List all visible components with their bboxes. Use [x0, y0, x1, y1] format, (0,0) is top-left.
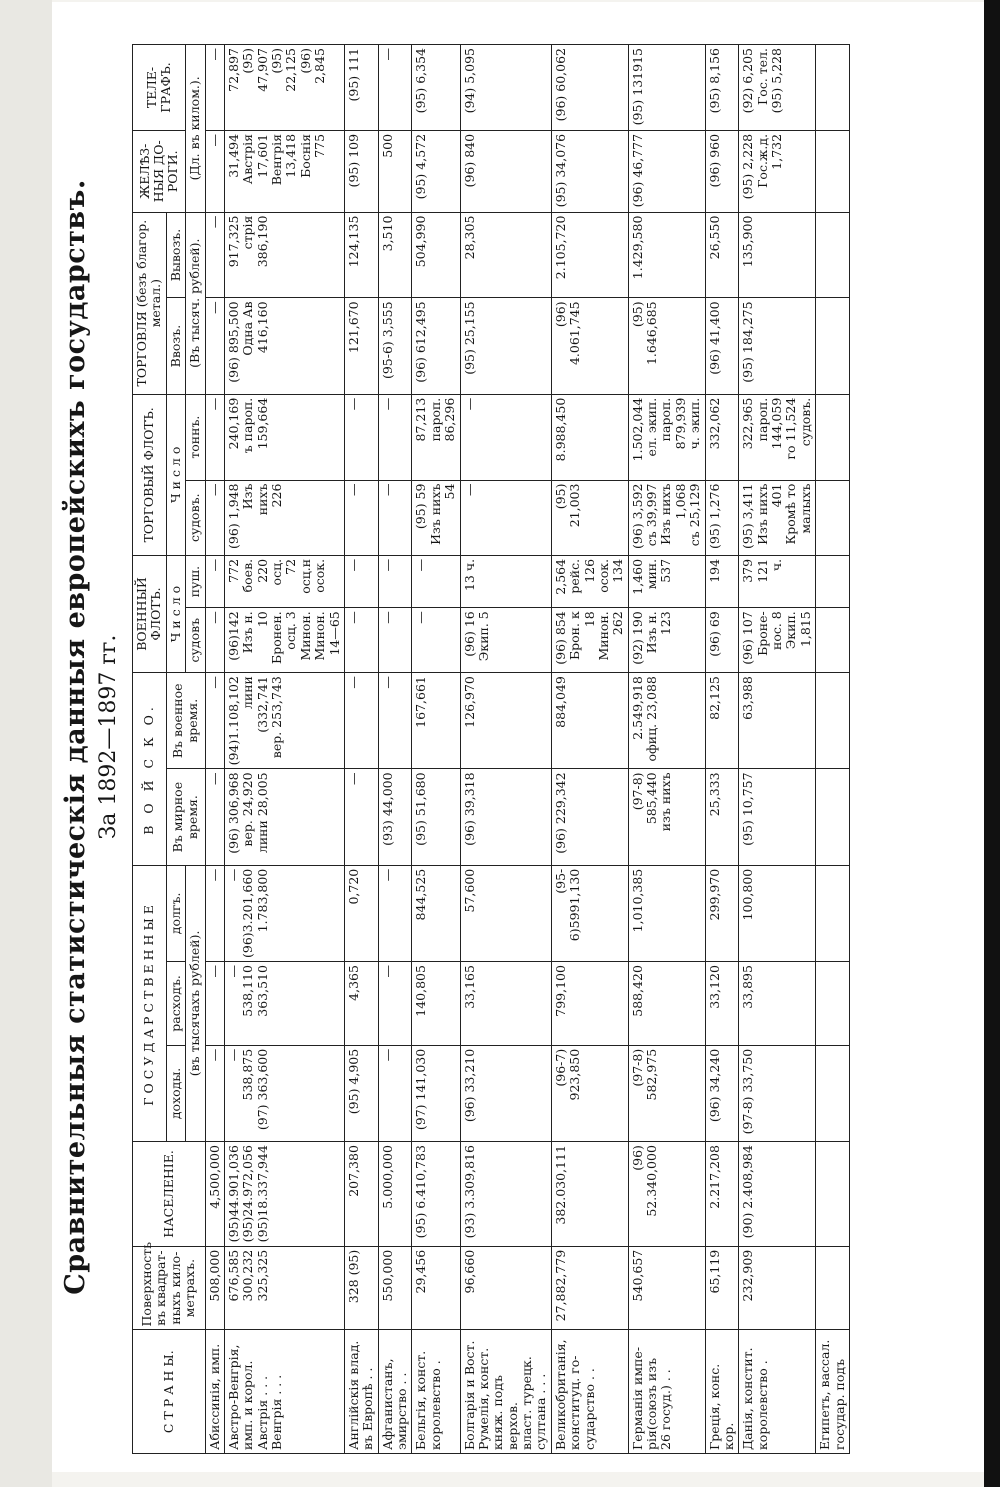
- cell-merchant-ships: —: [205, 480, 224, 555]
- header-merchant-count: Ч и с л о: [166, 394, 185, 555]
- cell-telegraph: 72,897 (95) 47,907 (95) 22,125 (96) 2,845: [224, 45, 344, 131]
- header-navy-count: Ч и с л о: [166, 555, 185, 672]
- cell-country: Великобританія, конституц. го- сударство . .: [551, 1330, 628, 1454]
- cell-navy-guns: —: [205, 555, 224, 607]
- cell-navy-ships: (96) 16 Экип. 5: [460, 608, 551, 673]
- table-row: [551, 45, 628, 1454]
- cell-rail: (96) 960: [705, 130, 739, 212]
- cell-debt: 844,525: [412, 865, 460, 961]
- table-row: [460, 45, 551, 1454]
- cell-import: [816, 298, 850, 394]
- cell-navy-ships: (96) 854 Брон. к 18 Минон. 262: [551, 608, 628, 673]
- cell-merchant-tons: 87,213 пароп. 86,296: [412, 394, 460, 480]
- header-population: НАСЕЛЕНІЕ.: [133, 1142, 206, 1247]
- cell-army-war: 63,988: [739, 673, 816, 769]
- cell-navy-guns: 13 ч.: [460, 555, 551, 607]
- cell-export: 3,510: [378, 212, 412, 298]
- cell-debt: 100,800: [739, 865, 816, 961]
- header-debt: долгъ.: [166, 865, 185, 961]
- cell-telegraph: (92) 6,205 Гос. тел. (95) 5,228: [739, 45, 816, 131]
- header-army-war: Въ военное время.: [166, 673, 205, 769]
- header-rail: ЖЕЛѢЗ-НЫЯ ДО-РОГИ.: [133, 130, 186, 212]
- cell-area: [816, 1246, 850, 1330]
- cell-merchant-ships: (96) 3,592 съ 39,997 Изъ нихъ 1,068 съ 25,129: [628, 480, 705, 555]
- cell-export: 26,550: [705, 212, 739, 298]
- cell-navy-guns: 772 боев. 220 осц. 72 осц.н осок.: [224, 555, 344, 607]
- cell-population: (93) 3.309,816: [460, 1142, 551, 1247]
- cell-area: 232,909: [739, 1246, 816, 1330]
- cell-merchant-tons: 1.502,044 ел. экип. пароп. 879,939 ч. экип.: [628, 394, 705, 480]
- cell-debt: 57,600: [460, 865, 551, 961]
- cell-merchant-ships: (95) 21,003: [551, 480, 628, 555]
- cell-expense: —: [205, 962, 224, 1046]
- table-row: [816, 45, 850, 1454]
- header-expense: расходъ.: [166, 962, 185, 1046]
- cell-rail: [816, 130, 850, 212]
- cell-revenue: —: [205, 1045, 224, 1141]
- cell-country: Афганистанъ, эмирство . .: [378, 1330, 412, 1454]
- cell-merchant-ships: (95) 59 Изъ нихъ 54: [412, 480, 460, 555]
- cell-navy-ships: (92) 190 Изъ н. 123: [628, 608, 705, 673]
- header-merchant-tons: тоннъ.: [186, 394, 205, 480]
- cell-navy-guns: —: [412, 555, 460, 607]
- left-margin: [0, 0, 52, 1487]
- cell-navy-ships: —: [205, 608, 224, 673]
- cell-rail: —: [205, 130, 224, 212]
- cell-import: (96) 4.061,745: [551, 298, 628, 394]
- cell-area: 508,000: [205, 1246, 224, 1330]
- cell-merchant-ships: —: [344, 480, 378, 555]
- cell-navy-guns: —: [378, 555, 412, 607]
- cell-export: —: [205, 212, 224, 298]
- cell-export: 917,325 стрія 386,190: [224, 212, 344, 298]
- cell-revenue: (96) 33,210: [460, 1045, 551, 1141]
- cell-telegraph: (96) 60,062: [551, 45, 628, 131]
- cell-army-peace: 25,333: [705, 769, 739, 865]
- cell-army-war: —: [344, 673, 378, 769]
- header-finance-unit: (въ тысячахъ рублей).: [186, 865, 205, 1141]
- cell-expense: 33,120: [705, 962, 739, 1046]
- cell-country: Англійскія влад. въ Европѣ . .: [344, 1330, 378, 1454]
- cell-export: [816, 212, 850, 298]
- statistics-table: [132, 44, 850, 1454]
- document-title: Сравнительныя статистическія данныя европейскихъ государствъ.: [60, 179, 91, 1295]
- cell-navy-guns: 194: [705, 555, 739, 607]
- cell-area: 550,000: [378, 1246, 412, 1330]
- document-period: За 1892—1897 гг.: [96, 634, 121, 840]
- cell-debt: 1,010,385: [628, 865, 705, 961]
- cell-merchant-tons: —: [344, 394, 378, 480]
- cell-population: (95) 6.410,783: [412, 1142, 460, 1247]
- cell-army-peace: [816, 769, 850, 865]
- header-telegraph: ТЕЛЕ-ГРАФЪ.: [133, 45, 186, 131]
- cell-army-war: 2.549,918 офиц. 23,088: [628, 673, 705, 769]
- cell-rail: (96) 840: [460, 130, 551, 212]
- cell-merchant-tons: —: [205, 394, 224, 480]
- header-navy-ships: судовъ: [186, 608, 205, 673]
- cell-rail: (96) 46,777: [628, 130, 705, 212]
- header-revenue: доходы.: [166, 1045, 185, 1141]
- right-scan-edge: [984, 0, 1000, 1487]
- cell-telegraph: —: [205, 45, 224, 131]
- cell-merchant-ships: [816, 480, 850, 555]
- cell-telegraph: (95) 6,354: [412, 45, 460, 131]
- header-army: В О Й С К О.: [133, 673, 167, 866]
- cell-army-peace: (96) 229,342: [551, 769, 628, 865]
- cell-revenue: (96-7) 923,850: [551, 1045, 628, 1141]
- cell-area: 540,657: [628, 1246, 705, 1330]
- cell-merchant-tons: —: [378, 394, 412, 480]
- cell-import: (95) 1.646,685: [628, 298, 705, 394]
- cell-merchant-ships: (95) 1,276: [705, 480, 739, 555]
- cell-telegraph: [816, 45, 850, 131]
- header-merchant-ships: судовъ.: [186, 480, 205, 555]
- cell-debt: [816, 865, 850, 961]
- cell-country: Абиссинія, имп.: [205, 1330, 224, 1454]
- cell-army-peace: (93) 44,000: [378, 769, 412, 865]
- cell-navy-ships: —: [344, 608, 378, 673]
- cell-army-peace: —: [205, 769, 224, 865]
- table-row: [378, 45, 412, 1454]
- cell-army-war: —: [378, 673, 412, 769]
- cell-revenue: (96) 34,240: [705, 1045, 739, 1141]
- table-row: [224, 45, 344, 1454]
- cell-import: (96) 41,400: [705, 298, 739, 394]
- table-row: [705, 45, 739, 1454]
- cell-army-peace: (95) 51,680: [412, 769, 460, 865]
- cell-export: 504,990: [412, 212, 460, 298]
- cell-army-peace: (97-8) 585,440 изъ нихъ: [628, 769, 705, 865]
- cell-import: (95-6) 3,555: [378, 298, 412, 394]
- cell-revenue: (97-8) 33,750: [739, 1045, 816, 1141]
- cell-army-war: 167,661: [412, 673, 460, 769]
- cell-army-war: (94)1.108,102 лини (332,741 вер. 253,743: [224, 673, 344, 769]
- cell-import: (95) 25,155: [460, 298, 551, 394]
- cell-army-war: [816, 673, 850, 769]
- cell-population: 207,380: [344, 1142, 378, 1247]
- cell-debt: 0,720: [344, 865, 378, 961]
- cell-debt: —: [378, 865, 412, 961]
- cell-debt: — (96)3.201,660 1.783,800: [224, 865, 344, 961]
- cell-merchant-tons: 8.988,450: [551, 394, 628, 480]
- cell-import: —: [205, 298, 224, 394]
- cell-expense: 799,100: [551, 962, 628, 1046]
- cell-navy-ships: —: [378, 608, 412, 673]
- header-finances: ГОСУДАРСТВЕННЫЕ: [133, 865, 167, 1141]
- cell-merchant-tons: 322,965 пароп. 144,059 го 11,524 судовъ.: [739, 394, 816, 480]
- cell-area: 29,456: [412, 1246, 460, 1330]
- cell-export: 135,900: [739, 212, 816, 298]
- cell-revenue: —: [378, 1045, 412, 1141]
- cell-merchant-ships: —: [378, 480, 412, 555]
- header-navy-guns: пуш.: [186, 555, 205, 607]
- cell-navy-ships: (96) 107 Броне- нос. 8 Экип. 1,815: [739, 608, 816, 673]
- cell-merchant-tons: 240,169 ъ пароп. 159,664: [224, 394, 344, 480]
- cell-merchant-tons: —: [460, 394, 551, 480]
- cell-revenue: (97-8) 582,975: [628, 1045, 705, 1141]
- rotated-table-sheet: [52, 2, 984, 1472]
- header-trade: ТОРГОВЛЯ (безъ благор. метал.): [133, 212, 167, 394]
- cell-navy-guns: 2,564 рейс. 126 осок. 134: [551, 555, 628, 607]
- cell-rail: (95) 2,228 Гос.ж.д. 1,732: [739, 130, 816, 212]
- header-area: Поверхность въ квадрат-ныхъ кило-метрахъ.: [133, 1246, 206, 1330]
- cell-expense: 588,420: [628, 962, 705, 1046]
- cell-country: Австро-Венгрія, имп. и корол. Австрія . . . Венгрія . . .: [224, 1330, 344, 1454]
- cell-navy-guns: [816, 555, 850, 607]
- cell-army-war: —: [205, 673, 224, 769]
- cell-debt: —: [205, 865, 224, 961]
- cell-army-war: 884,049: [551, 673, 628, 769]
- cell-expense: 4,365: [344, 962, 378, 1046]
- cell-army-war: 126,970: [460, 673, 551, 769]
- cell-revenue: — 538,875 (97) 363,600: [224, 1045, 344, 1141]
- cell-revenue: [816, 1045, 850, 1141]
- cell-navy-ships: (96) 69: [705, 608, 739, 673]
- cell-country: Греція, конс. кор.: [705, 1330, 739, 1454]
- cell-export: 28,305: [460, 212, 551, 298]
- cell-export: 124,135: [344, 212, 378, 298]
- cell-population: [816, 1142, 850, 1247]
- cell-revenue: (97) 141,030: [412, 1045, 460, 1141]
- cell-expense: 140,805: [412, 962, 460, 1046]
- cell-army-peace: —: [344, 769, 378, 865]
- cell-expense: — 538,110 363,510: [224, 962, 344, 1046]
- cell-country: Данія, констит. королевство .: [739, 1330, 816, 1454]
- cell-debt: (95-6)5991,130: [551, 865, 628, 961]
- cell-debt: 299,970: [705, 865, 739, 961]
- cell-expense: 33,165: [460, 962, 551, 1046]
- cell-country: Германія импе- рія(союзъ изъ 26 госуд.) . .: [628, 1330, 705, 1454]
- cell-rail: (95) 34,076: [551, 130, 628, 212]
- cell-country: Болгарія и Вост. Румелія, конст. княж. подъ верхов. власт. турецк. султана . . .: [460, 1330, 551, 1454]
- cell-population: (90) 2.408,984: [739, 1142, 816, 1247]
- cell-army-peace: (96) 306,968 вер. 24,920 лини 28,005: [224, 769, 344, 865]
- header-trade-unit: (Въ тысяч. рублей).: [186, 212, 205, 394]
- cell-revenue: (95) 4,905: [344, 1045, 378, 1141]
- cell-population: 2.217,208: [705, 1142, 739, 1247]
- cell-rail: (95) 109: [344, 130, 378, 212]
- table-row: [344, 45, 378, 1454]
- cell-rail: (95) 4,572: [412, 130, 460, 212]
- cell-area: 328 (95): [344, 1246, 378, 1330]
- cell-rail: 31,494 Австрія 17,601 Венгрія 13,418 Боснія 775: [224, 130, 344, 212]
- table-row: [412, 45, 460, 1454]
- cell-rail: 500: [378, 130, 412, 212]
- cell-population: 5.000,000: [378, 1142, 412, 1247]
- cell-army-peace: (95) 10,757: [739, 769, 816, 865]
- header-length-unit: (Дл. въ килом.).: [186, 45, 205, 213]
- cell-merchant-ships: (95) 3,411 Изъ нихъ 401 Кромѣ то малыхъ: [739, 480, 816, 555]
- table-row: [739, 45, 816, 1454]
- cell-telegraph: (95) 131915: [628, 45, 705, 131]
- cell-import: (96) 895,500 Одна Ав 416,160: [224, 298, 344, 394]
- cell-navy-guns: 379 121 ч.: [739, 555, 816, 607]
- cell-merchant-tons: 332,062: [705, 394, 739, 480]
- cell-country: Египетъ, вассал. государ. подъ: [816, 1330, 850, 1454]
- cell-area: 27,882,779: [551, 1246, 628, 1330]
- cell-population: (95)44.901,036 (95)24.972,056 (95)18.337,944: [224, 1142, 344, 1247]
- cell-export: 2.105,720: [551, 212, 628, 298]
- cell-import: (96) 612,495: [412, 298, 460, 394]
- cell-export: 1.429,580: [628, 212, 705, 298]
- cell-area: 676,585 300,232 325,325: [224, 1246, 344, 1330]
- cell-navy-ships: —: [412, 608, 460, 673]
- cell-area: 65,119: [705, 1246, 739, 1330]
- cell-telegraph: —: [378, 45, 412, 131]
- cell-telegraph: (95) 111: [344, 45, 378, 131]
- header-navy: ВОЕННЫЙ ФЛОТЪ.: [133, 555, 167, 672]
- cell-navy-ships: [816, 608, 850, 673]
- cell-army-peace: (96) 39,318: [460, 769, 551, 865]
- cell-expense: [816, 962, 850, 1046]
- cell-population: (96) 52.340,000: [628, 1142, 705, 1247]
- cell-merchant-ships: (96) 1,948 Изъ нихъ 226: [224, 480, 344, 555]
- cell-navy-guns: 1,460 мин. 537: [628, 555, 705, 607]
- cell-merchant-tons: [816, 394, 850, 480]
- cell-expense: —: [378, 962, 412, 1046]
- table-row: [628, 45, 705, 1454]
- cell-navy-guns: —: [344, 555, 378, 607]
- cell-telegraph: (94) 5,095: [460, 45, 551, 131]
- cell-population: 4,500,000: [205, 1142, 224, 1247]
- cell-area: 96,660: [460, 1246, 551, 1330]
- header-army-peace: Въ мирное время.: [166, 769, 205, 865]
- cell-import: (95) 184,275: [739, 298, 816, 394]
- header-country: С Т Р А Н Ы.: [133, 1330, 206, 1454]
- cell-merchant-ships: —: [460, 480, 551, 555]
- cell-army-war: 82,125: [705, 673, 739, 769]
- cell-telegraph: (95) 8,156: [705, 45, 739, 131]
- header-export: Вывозъ.: [166, 212, 185, 298]
- cell-population: 382.030,111: [551, 1142, 628, 1247]
- cell-country: Бельгія, конст. королевство .: [412, 1330, 460, 1454]
- cell-expense: 33,895: [739, 962, 816, 1046]
- header-merchant: ТОРГОВЫЙ ФЛОТЪ.: [133, 394, 167, 555]
- table-row: [205, 45, 224, 1454]
- cell-import: 121,670: [344, 298, 378, 394]
- header-import: Ввозъ.: [166, 298, 185, 394]
- table-body: [205, 45, 849, 1454]
- cell-navy-ships: (96)142 Изъ н. 10 Бронен. осц. 3 Минон. Минон. 14—65: [224, 608, 344, 673]
